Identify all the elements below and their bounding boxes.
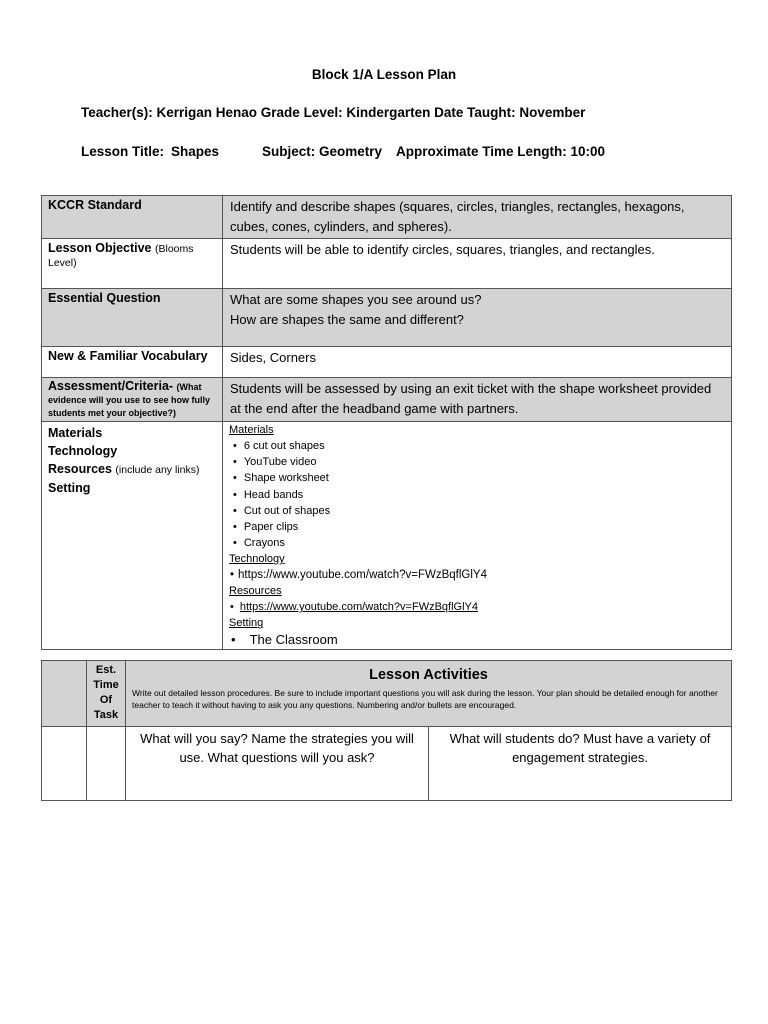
list-item: • Shape worksheet: [233, 470, 725, 486]
est-line-3: Of: [99, 694, 113, 706]
vocab-value: Sides, Corners: [223, 347, 732, 378]
document-title: Block 1/A Lesson Plan: [311, 67, 457, 82]
list-item: • YouTube video: [233, 454, 725, 470]
activities-title: Lesson Activities: [369, 667, 488, 683]
resources-label-note: (include any links): [115, 464, 200, 476]
est-line-2: Time: [93, 679, 119, 691]
kccr-value: Identify and describe shapes (squares, circles, triangles, rectangles, hexagons, cubes, cones, cylinders, and spheres).: [223, 196, 732, 239]
setting-heading: Setting: [229, 617, 264, 630]
est-time-header: [87, 661, 126, 727]
materials-value: [223, 422, 732, 650]
resources-label: [48, 460, 216, 479]
resources-label-text: Resources: [48, 462, 112, 476]
resources-link-item: [229, 599, 725, 615]
list-item: • Head bands: [233, 487, 725, 503]
vocab-row: [42, 347, 732, 378]
objective-label: [42, 239, 223, 289]
vocab-label: New & Familiar Vocabulary: [42, 347, 223, 378]
est-line-4: Task: [93, 709, 119, 721]
list-item: • Crayons: [233, 535, 725, 551]
objective-label-note: (Blooms Level): [48, 243, 194, 269]
objective-value: Students will be able to identify circles, squares, triangles, and rectangles.: [223, 239, 732, 289]
setting-label-text: Setting: [48, 481, 91, 495]
materials-row: [42, 422, 732, 650]
activities-header-row: [42, 661, 732, 727]
materials-label: [42, 422, 223, 650]
materials-heading: Materials: [229, 424, 274, 436]
technology-heading: Technology: [229, 553, 285, 566]
lesson-title-value: Shapes: [171, 144, 220, 159]
assessment-label-note: (What evidence will you use to see how fully students met your objective?): [48, 382, 211, 418]
activities-body-row: [42, 727, 732, 801]
setting-item: • The Classroom: [229, 631, 725, 649]
essential-label: Essential Question: [42, 289, 223, 347]
objective-label-text: Lesson Objective: [48, 241, 152, 255]
time-length: Approximate Time Length: 10:00: [396, 144, 606, 159]
essential-question-2: How are shapes the same and different?: [230, 312, 464, 327]
resources-heading: Resources: [229, 585, 282, 598]
activities-empty-cell-2: [87, 727, 126, 801]
activities-header: [126, 661, 732, 727]
essential-row: [42, 289, 732, 347]
materials-list: [229, 438, 725, 551]
activities-empty-cell-1: [42, 727, 87, 801]
list-item: • 6 cut out shapes: [233, 438, 725, 454]
lesson-info-line: [81, 144, 605, 159]
essential-question-1: What are some shapes you see around us?: [230, 292, 482, 307]
technology-link[interactable]: • https://www.youtube.com/watch?v=FWzBqflGlY4: [229, 567, 725, 583]
teacher-column-prompt: What will you say? Name the strategies you will use. What questions will you ask?: [126, 727, 429, 801]
activities-description: Write out detailed lesson procedures. Be sure to include important questions you will ask during the lesson. Your plan should be detailed enough for another teacher to teach it without having to ask you any questions. Numbering and/or bullets are encouraged.: [132, 688, 718, 710]
assessment-label: [42, 378, 223, 422]
essential-value: [223, 289, 732, 347]
resources-link[interactable]: https://www.youtube.com/watch?v=FWzBqflGlY4: [239, 601, 478, 614]
lesson-plan-table: [41, 195, 732, 650]
assessment-row: [42, 378, 732, 422]
subject: Subject: Geometry: [262, 144, 383, 159]
est-line-1: Est.: [95, 664, 117, 676]
student-column-prompt: What will students do? Must have a variety of engagement strategies.: [429, 727, 732, 801]
kccr-label: KCCR Standard: [42, 196, 223, 239]
lesson-activities-table: [41, 660, 732, 801]
activities-blank-cell: [42, 661, 87, 727]
assessment-value: Students will be assessed by using an exit ticket with the shape worksheet provided at the end after the headband game with partners.: [223, 378, 732, 422]
objective-row: [42, 239, 732, 289]
kccr-row: [42, 196, 732, 239]
technology-label-text: Technology: [48, 444, 118, 458]
list-item: • Paper clips: [233, 519, 725, 535]
list-item: • Cut out of shapes: [233, 503, 725, 519]
materials-label-text: Materials: [48, 426, 103, 440]
lesson-title-label: Lesson Title:: [81, 144, 165, 159]
assessment-label-text: Assessment/Criteria-: [48, 379, 174, 393]
teacher-line: Teacher(s): Kerrigan Henao Grade Level: Kindergarten Date Taught: November: [81, 105, 586, 120]
